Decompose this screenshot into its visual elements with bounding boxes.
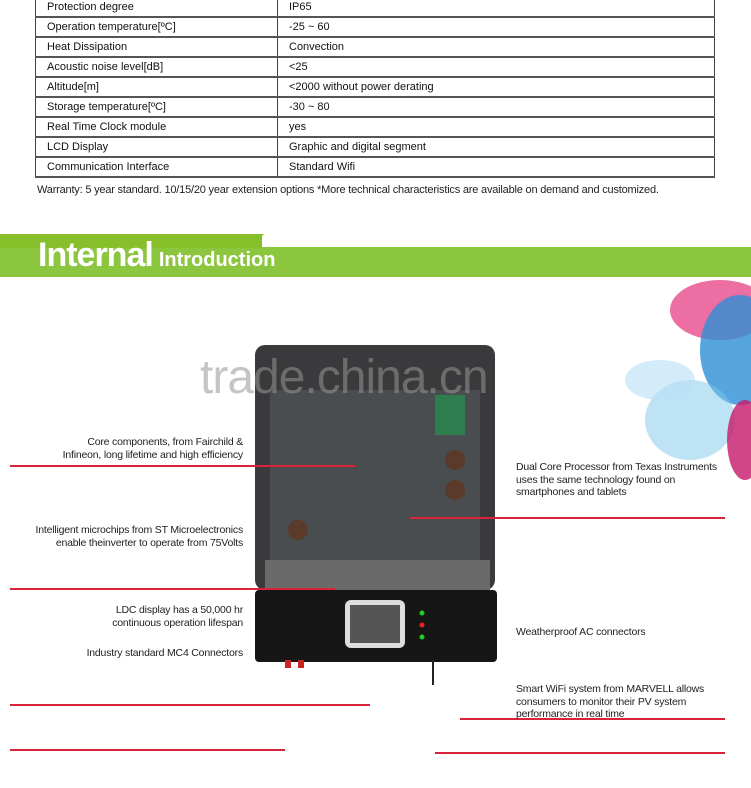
spec-value: <2000 without power derating bbox=[278, 77, 715, 97]
callout-line bbox=[10, 465, 355, 467]
callout-line bbox=[10, 749, 285, 751]
title-small: Introduction bbox=[158, 249, 276, 271]
warranty-note: Warranty: 5 year standard. 10/15/20 year extension options *More technical characteristics are available on demand and customized. bbox=[37, 184, 659, 196]
callout-line bbox=[435, 752, 725, 754]
callout-core: Core components, from Fairchild & Infineon, long lifetime and high efficiency bbox=[62, 436, 243, 461]
callout-processor: Dual Core Processor from Texas Instruments uses the same technology found on smartphones and tablets bbox=[516, 461, 717, 498]
table-row bbox=[36, 77, 715, 97]
table-row bbox=[36, 137, 715, 157]
spec-name: Altitude[m] bbox=[36, 77, 278, 97]
callout-line bbox=[10, 704, 370, 706]
spec-value: Convection bbox=[278, 37, 715, 57]
callout-ldc: LDC display has a 50,000 hr continuous operation lifespan bbox=[112, 604, 243, 629]
callout-ac: Weatherproof AC connectors bbox=[516, 626, 646, 638]
spec-value: -30 ~ 80 bbox=[278, 97, 715, 117]
spec-name: Heat Dissipation bbox=[36, 37, 278, 57]
decorative-swirl bbox=[540, 270, 751, 490]
spec-value: Graphic and digital segment bbox=[278, 137, 715, 157]
spec-name: Protection degree bbox=[36, 0, 278, 17]
table-row bbox=[36, 57, 715, 77]
callout-wifi: Smart WiFi system from MARVELL allows consumers to monitor their PV system performance in real time bbox=[516, 683, 705, 720]
spec-value: <25 bbox=[278, 57, 715, 77]
callout-microchips: Intelligent microchips from ST Microelectronics enable theinverter to operate from 75Volts bbox=[35, 524, 243, 549]
table-row bbox=[36, 17, 715, 37]
spec-name: Real Time Clock module bbox=[36, 117, 278, 137]
callout-mc4: Industry standard MC4 Connectors bbox=[86, 647, 243, 659]
spec-value: Standard Wifi bbox=[278, 157, 715, 177]
spec-value: -25 ~ 60 bbox=[278, 17, 715, 37]
title-big: Internal bbox=[38, 236, 153, 274]
spec-name: Operation temperature[ºC] bbox=[36, 17, 278, 37]
table-row bbox=[36, 97, 715, 117]
spec-value: yes bbox=[278, 117, 715, 137]
callout-line bbox=[10, 588, 335, 590]
table-row bbox=[36, 157, 715, 177]
section-title bbox=[38, 236, 275, 275]
spec-value: IP65 bbox=[278, 0, 715, 17]
spec-name: Acoustic noise level[dB] bbox=[36, 57, 278, 77]
table-row bbox=[36, 37, 715, 57]
spec-name: Storage temperature[ºC] bbox=[36, 97, 278, 117]
watermark: trade.china.cn bbox=[200, 351, 488, 404]
table-row bbox=[36, 117, 715, 137]
spec-name: LCD Display bbox=[36, 137, 278, 157]
spec-name: Communication Interface bbox=[36, 157, 278, 177]
table-row bbox=[36, 0, 715, 17]
callout-line bbox=[410, 517, 725, 519]
spec-table bbox=[35, 0, 715, 178]
